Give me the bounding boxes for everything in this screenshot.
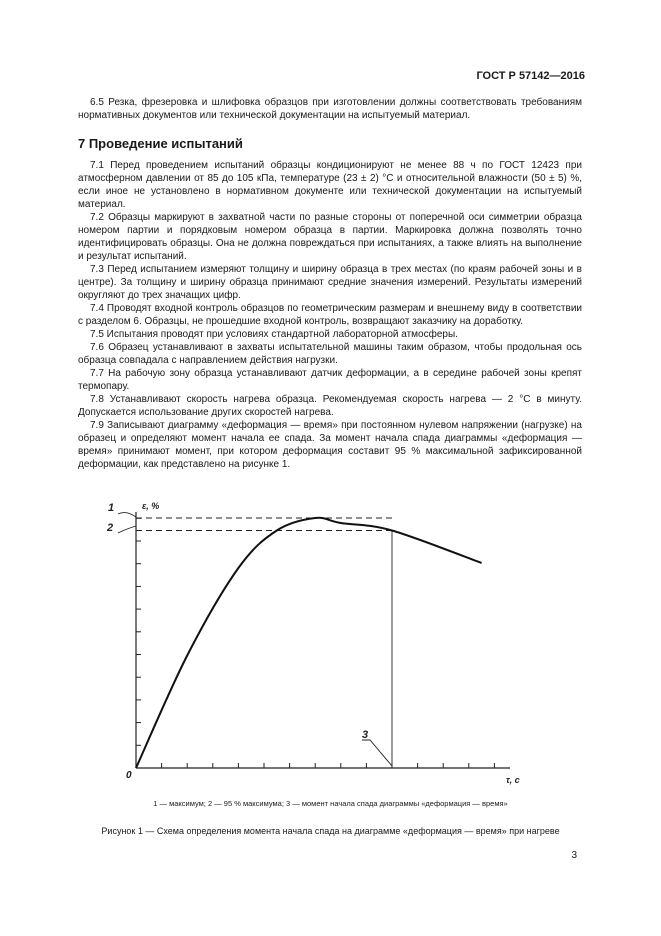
paragraph-text: 6.5 Резка, фрезеровка и шлифовка образцов при изготовлении должны соответствовать требованиям нормативных документов или технической документации на испытуемый материал. <box>78 97 582 121</box>
paragraph-7-1: 7.1 Перед проведением испытаний образцы кондиционируют не менее 88 ч по ГОСТ 12423 при атмосферном давлении от 85 до 105 кПа, температуре (23 ± 2) °С и относительной влажности (50 ± 5) %, если иное не установлено в нормативном документе или технической документации на испытуемый материал. <box>78 160 582 210</box>
marker-2: 2 <box>107 522 114 534</box>
y-axis-label: ε, % <box>142 501 160 511</box>
paragraph-7-9: 7.9 Записывают диаграмму «деформация — время» при постоянном нулевом напряжении (нагрузке) на образец и определяют момент начала ее спада. За момент начала спада диаграммы «деформация — время» принимают момент, при котором деформация составит 95 % максимальной зафиксированной деформации, как представлено на рисунке 1. <box>78 420 582 470</box>
paragraph-7-7: 7.7 На рабочую зону образца устанавливают датчик деформации, а в середине рабочей зоны крепят термопару. <box>78 368 582 392</box>
axis-ticks <box>136 518 494 768</box>
marker-1: 1 <box>108 502 115 514</box>
deformation-curve <box>136 518 482 768</box>
marker-2-leader <box>118 526 136 533</box>
x-axis-label: τ, с <box>506 775 520 785</box>
paragraph-7-8: 7.8 Устанавливают скорость нагрева образца. Рекомендуемая скорость нагрева — 2 °С в минуту. Допускается использование других скоростей нагрева. <box>78 394 582 418</box>
origin-label: 0 <box>126 770 132 781</box>
figure-legend: 1 — максимум; 2 — 95 % максимума; 3 — момент начала спада диаграммы «деформация — время» <box>153 799 508 808</box>
section-title: 7 Проведение испытаний <box>78 136 243 151</box>
paragraph-7-6: 7.6 Образец устанавливают в захваты испытательной машины таким образом, чтобы продольная ось образца совпадала с направлением действия нагрузки. <box>78 342 582 366</box>
paragraph-7-3: 7.3 Перед испытанием измеряют толщину и ширину образца в трех местах (по краям рабочей зоны и в центре). За толщину и ширину образца принимают средние значения измерений. Результаты измерений округляют до трех значащих цифр. <box>78 264 582 301</box>
paragraph-7-5: 7.5 Испытания проводят при условиях стандартной лабораторной атмосферы. <box>90 329 458 340</box>
marker-1-leader <box>118 513 136 517</box>
paragraph-7-2: 7.2 Образцы маркируют в захватной части по разные стороны от поперечной оси симметрии образца номером партии и порядковым номером образца в партии. Маркировка должна позволять точно идентифицировать образцы. Она не должна повреждаться при испытаниях, а также влиять на выполнение и результат испытаний. <box>78 212 582 262</box>
marker-3-leader <box>362 740 392 766</box>
figure-caption: Рисунок 1 — Схема определения момента начала спада на диаграмме «деформация — время» при нагреве <box>101 826 560 836</box>
paragraph-7-4: 7.4 Проводят входной контроль образцов по геометрическим размерам и внешнему виду в соответствии с разделом 6. Образцы, не прошедшие входной контроль, возвращают заказчику на доработку. <box>78 303 582 327</box>
page-number: 3 <box>571 850 577 861</box>
standard-id: ГОСТ Р 57142—2016 <box>476 70 585 82</box>
marker-3: 3 <box>362 729 369 741</box>
